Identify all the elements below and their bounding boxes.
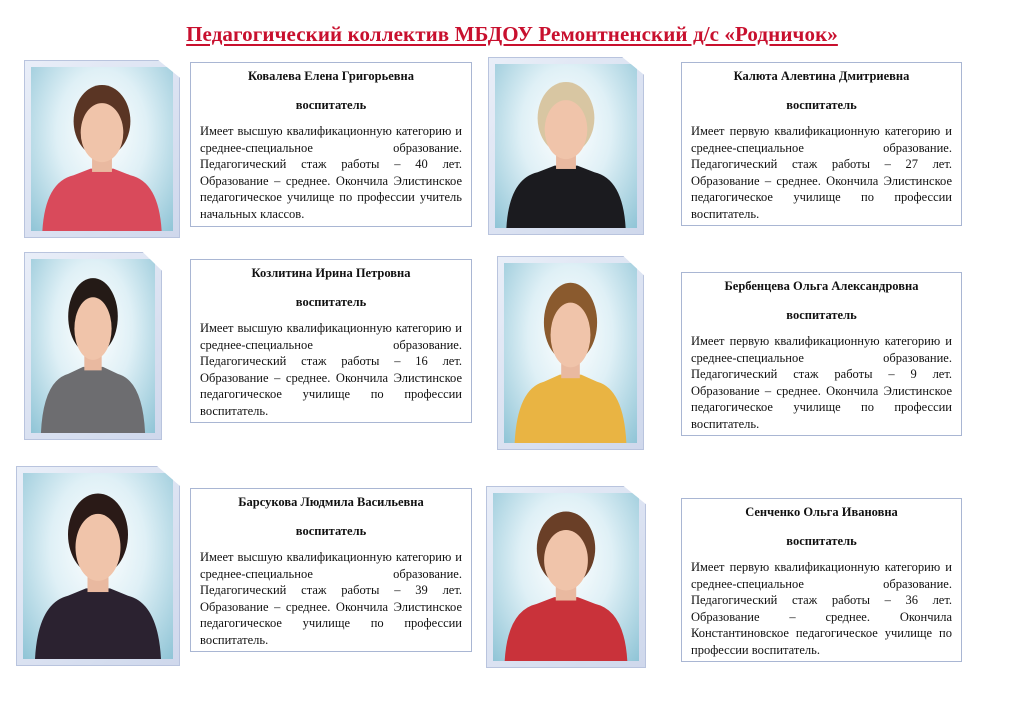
staff-description: Имеет высшую квалификационную категорию и среднее-специальное образование. Педагогический стаж работы – 40 лет. Образование – среднее. Окончила Элистинское педагогическое училище по профессии учитель начальных классов. bbox=[200, 124, 462, 221]
portrait-clothing bbox=[506, 166, 625, 228]
portrait-face bbox=[81, 103, 124, 162]
portrait-face bbox=[551, 303, 591, 368]
staff-photo bbox=[16, 466, 180, 666]
portrait-face bbox=[545, 100, 588, 159]
staff-name: Ковалева Елена Григорьевна bbox=[248, 69, 414, 83]
staff-card bbox=[681, 62, 962, 226]
portrait-clothing bbox=[515, 375, 627, 443]
staff-description: Имеет первую квалификационную категорию и среднее-специальное образование. Педагогический стаж работы – 36 лет. Образование – среднее. Окончила Константиновское педагогическое училище по профессии воспитатель. bbox=[691, 560, 952, 657]
staff-role: воспитатель bbox=[295, 295, 367, 309]
staff-card bbox=[190, 62, 472, 227]
staff-card bbox=[190, 259, 472, 423]
portrait-clothing bbox=[505, 597, 628, 661]
staff-role: воспитатель bbox=[295, 98, 367, 112]
staff-role: воспитатель bbox=[786, 98, 857, 112]
staff-photo bbox=[24, 252, 162, 440]
staff-description: Имеет первую квалификационную категорию и среднее-специальное образование. Педагогический стаж работы – 27 лет. Образование – среднее. Окончила Элистинское педагогическое училище по профессии воспитатель. bbox=[691, 124, 952, 221]
staff-description: Имеет высшую квалификационную категорию и среднее-специальное образование. Педагогический стаж работы – 39 лет. Образование – среднее. Окончила Элистинское педагогическое училище по профессии воспитатель. bbox=[200, 550, 462, 647]
page-title: Педагогический коллектив МБДОУ Ремонтненский д/с «Родничок» bbox=[186, 22, 838, 46]
staff-name: Калюта Алевтина Дмитриевна bbox=[733, 69, 910, 83]
staff-description: Имеет высшую квалификационную категорию и среднее-специальное образование. Педагогический стаж работы – 16 лет. Образование – среднее. Окончила Элистинское педагогическое училище по профессии воспитатель. bbox=[200, 321, 462, 418]
staff-name: Козлитина Ирина Петровна bbox=[251, 266, 411, 280]
portrait-figure bbox=[31, 259, 155, 433]
portrait-figure bbox=[23, 473, 173, 659]
staff-card bbox=[681, 498, 962, 662]
portrait-face bbox=[76, 514, 121, 581]
staff-name: Бербенцева Ольга Александровна bbox=[724, 279, 919, 293]
staff-name: Сенченко Ольга Ивановна bbox=[745, 505, 898, 519]
portrait-clothing bbox=[35, 588, 161, 659]
staff-card bbox=[190, 488, 472, 652]
staff-card bbox=[681, 272, 962, 436]
portrait-figure bbox=[495, 64, 637, 228]
staff-photo bbox=[488, 57, 644, 235]
portrait-face bbox=[74, 297, 111, 360]
staff-role: воспитатель bbox=[786, 308, 857, 322]
portrait-face bbox=[544, 530, 588, 590]
portrait-figure bbox=[504, 263, 637, 443]
staff-name: Барсукова Людмила Васильевна bbox=[238, 495, 424, 509]
staff-description: Имеет первую квалификационную категорию и среднее-специальное образование. Педагогический стаж работы – 9 лет. Образование – среднее. Окончила Элистинское педагогическое училище по профессии воспитатель. bbox=[691, 334, 952, 431]
staff-photo bbox=[497, 256, 644, 450]
staff-role: воспитатель bbox=[786, 534, 857, 548]
staff-photo bbox=[486, 486, 646, 668]
portrait-figure bbox=[493, 493, 639, 661]
portrait-clothing bbox=[42, 169, 161, 231]
portrait-figure bbox=[31, 67, 173, 231]
staff-photo bbox=[24, 60, 180, 238]
staff-role: воспитатель bbox=[295, 524, 367, 538]
portrait-clothing bbox=[41, 367, 145, 433]
